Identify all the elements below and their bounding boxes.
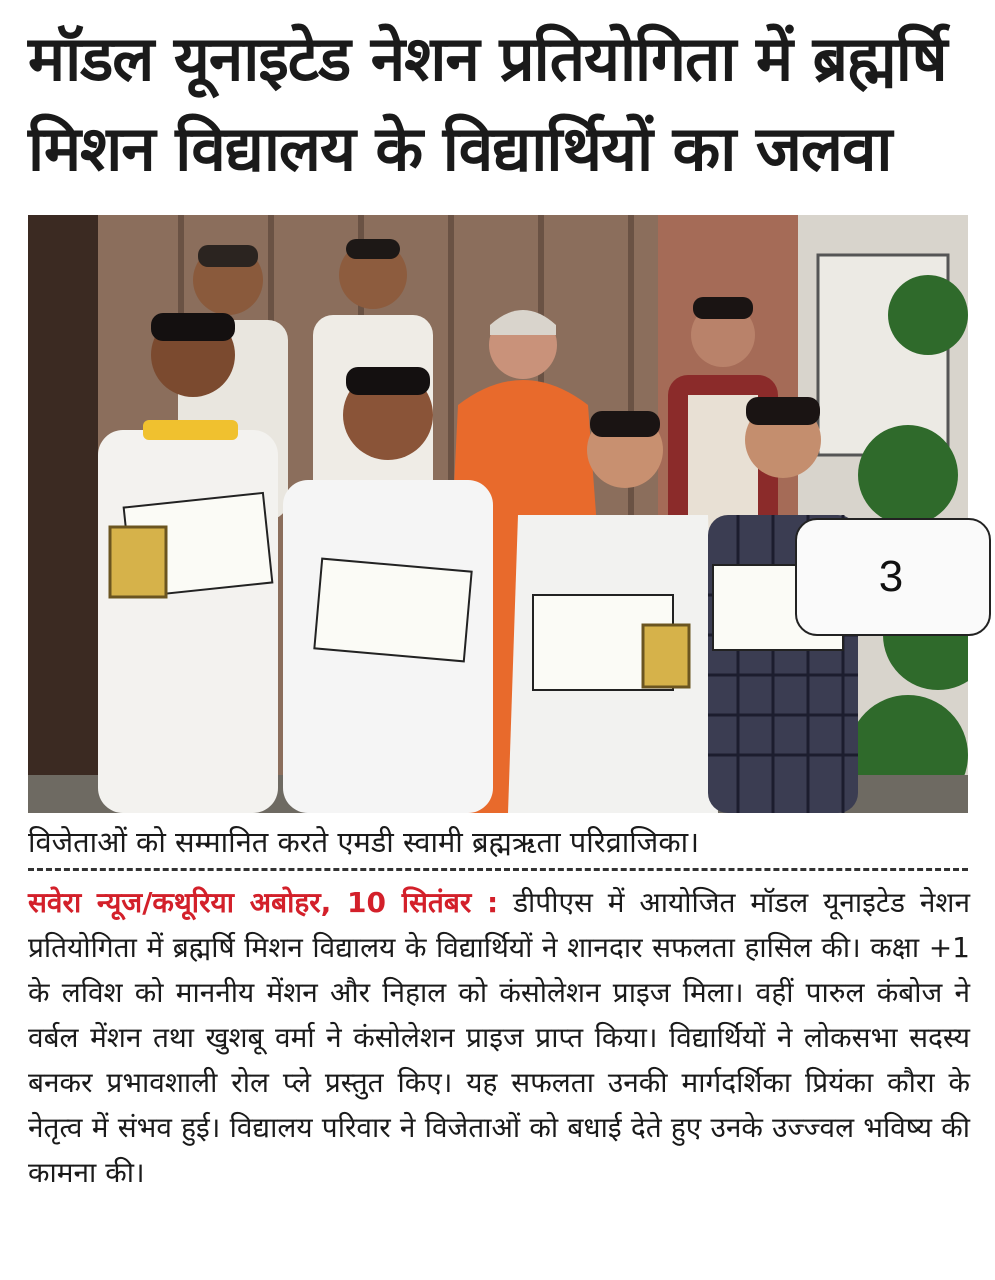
photo-illustration — [28, 215, 968, 813]
page-number-badge: 3 — [795, 518, 991, 636]
photo-caption: विजेताओं को सम्मानित करते एमडी स्वामी ब्रह्मऋता परिव्राजिका। — [28, 825, 700, 859]
headline: मॉडल यूनाइटेड नेशन प्रतियोगिता में ब्रह्मर्षि मिशन विद्यालय के विद्यार्थियों का जलवा — [28, 22, 947, 185]
group-photo — [28, 215, 968, 813]
divider — [28, 868, 968, 871]
article-body — [28, 880, 970, 1195]
dateline: सवेरा न्यूज/कथूरिया अबोहर, 10 सितंबर : — [28, 886, 499, 919]
article-text: डीपीएस में आयोजित मॉडल यूनाइटेड नेशन प्रतियोगिता में ब्रह्मर्षि मिशन विद्यालय के विद्यार्थियों ने शानदार सफलता हासिल की। कक्षा +1 के लविश को माननीय मेंशन और निहाल को कंसोलेशन प्राइज मिला। वहीं पारुल कंबोज ने वर्बल मेंशन तथा खुशबू वर्मा ने कंसोलेशन प्राइज प्राप्त किया। विद्यार्थियों ने लोकसभा सदस्य बनकर प्रभावशाली रोल प्ले प्रस्तुत किए। यह सफलता उनकी मार्गदर्शिका प्रियंका कौरा के नेतृत्व में संभव हुई। विद्यालय परिवार ने विजेताओं को बधाई देते हुए उनके उज्ज्वल भविष्य की कामना की। — [28, 886, 970, 1189]
